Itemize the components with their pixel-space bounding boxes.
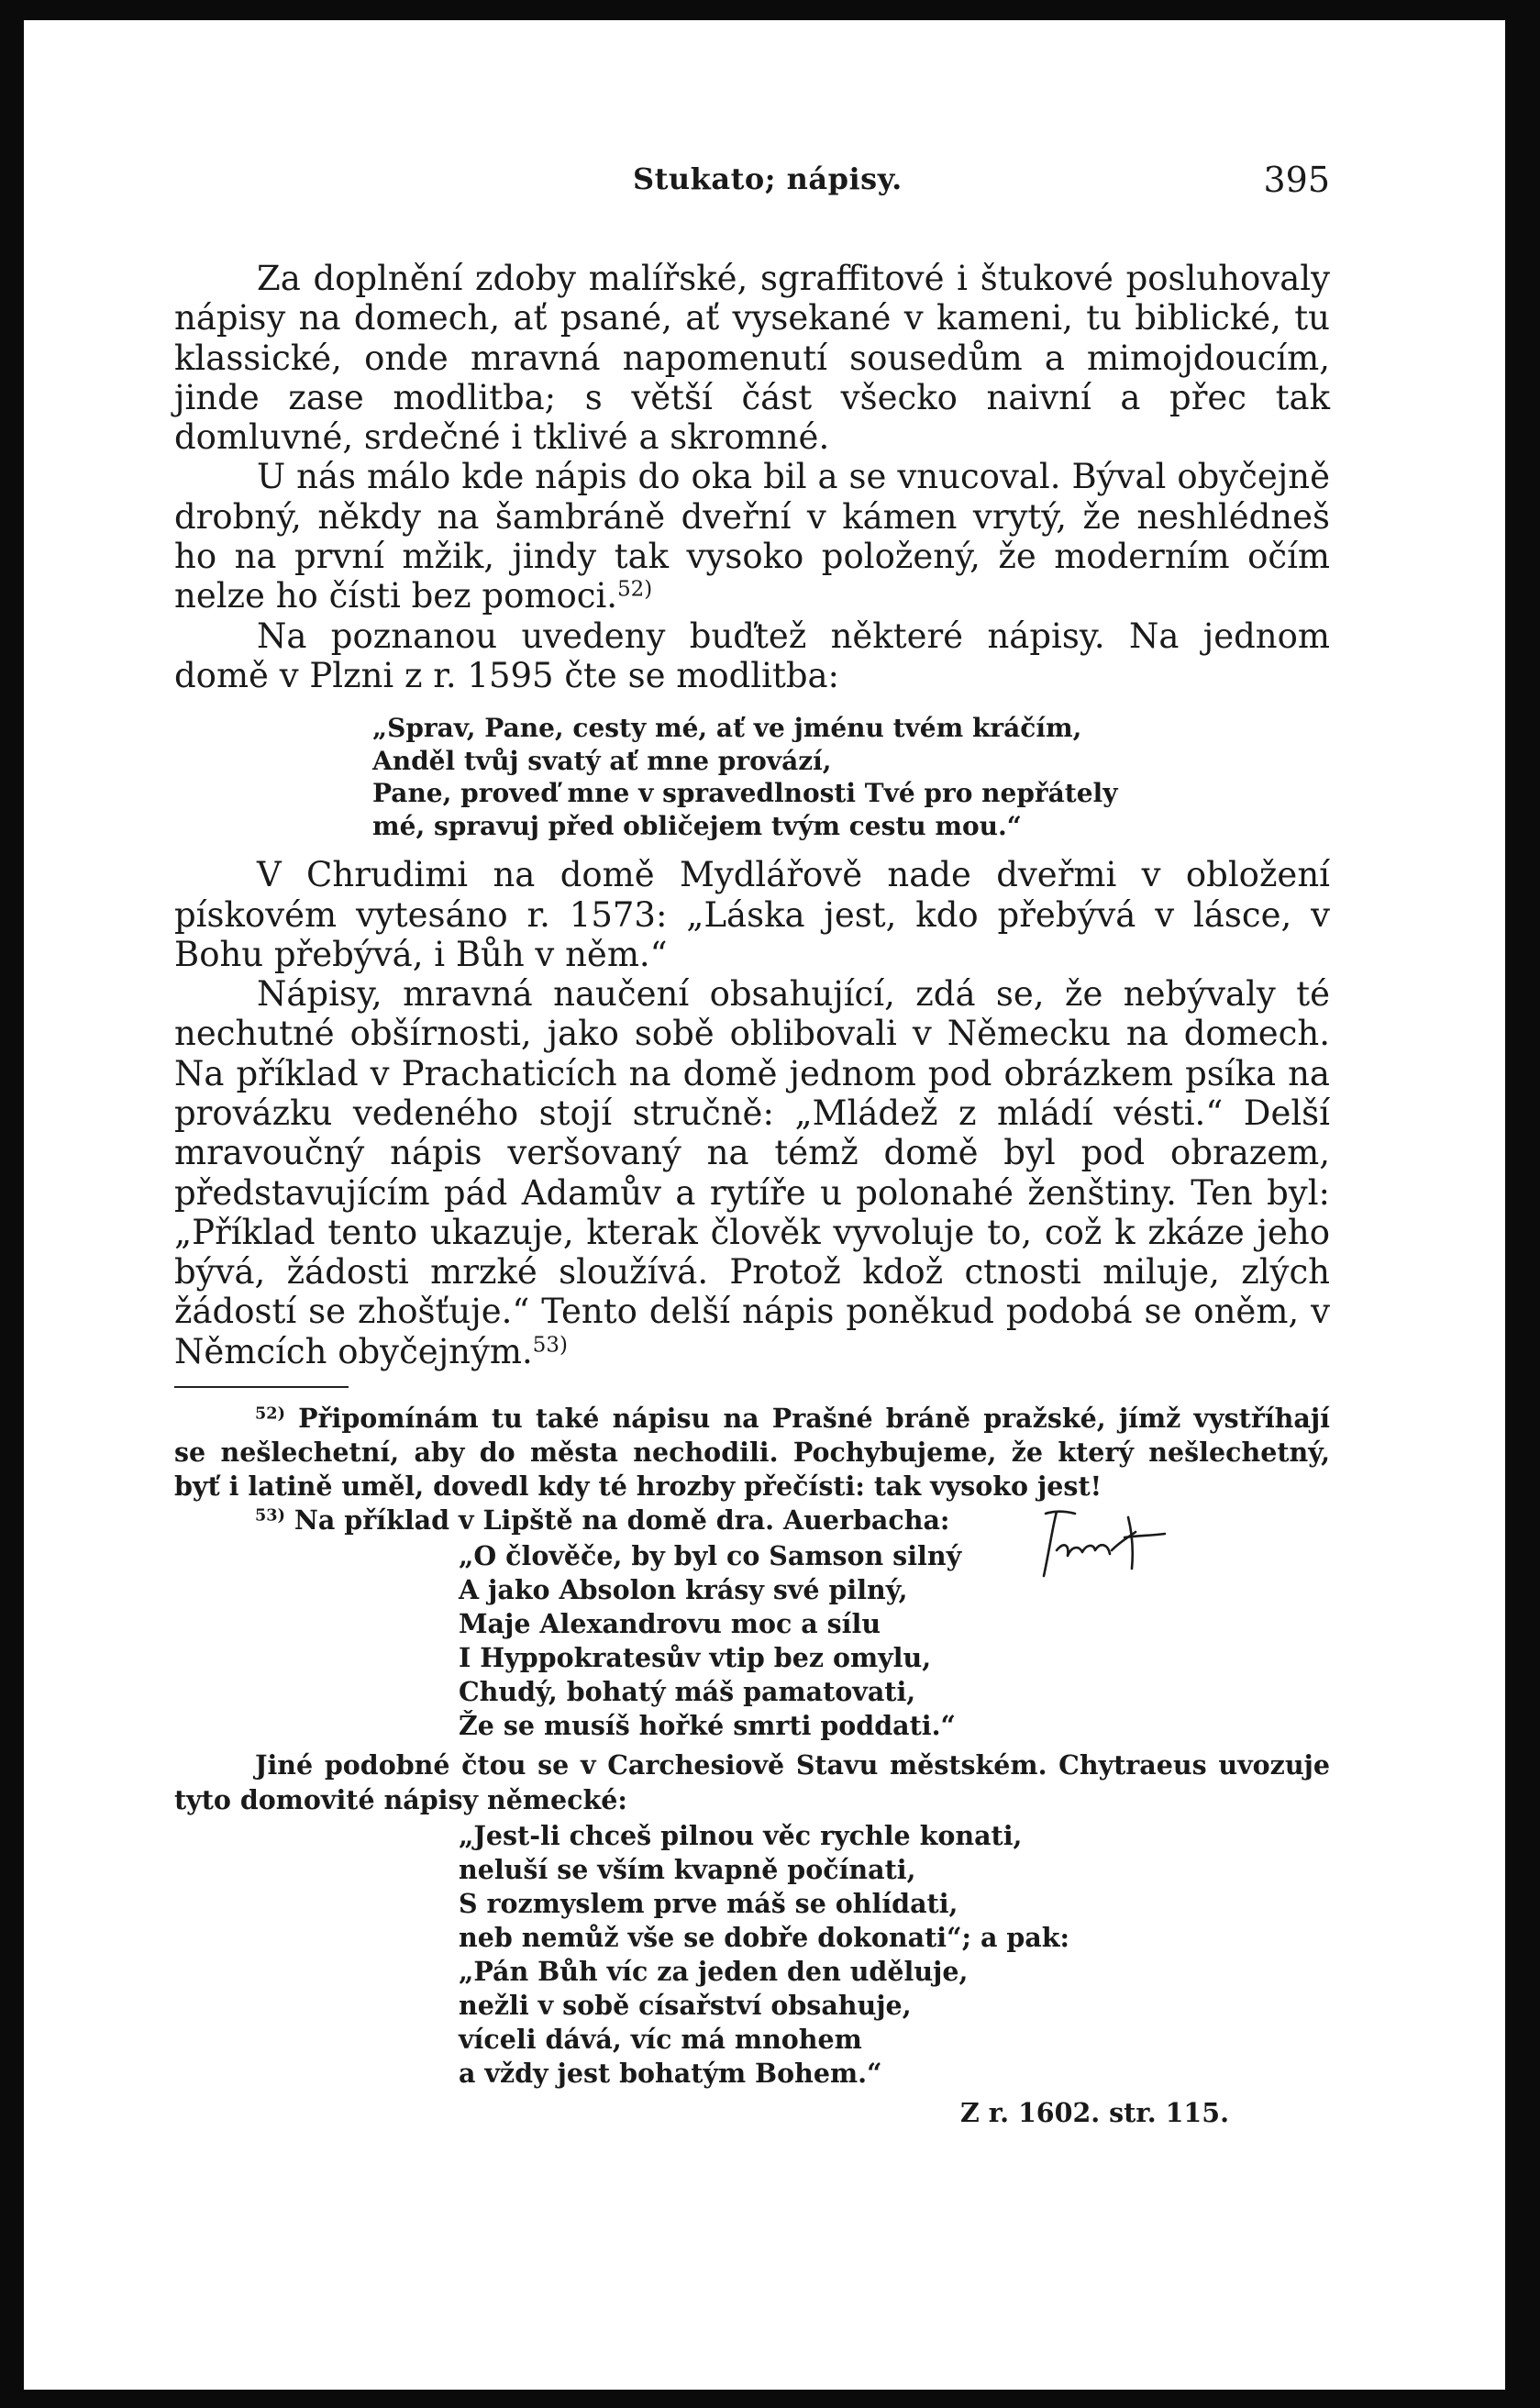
verse-line: a vždy jest bohatým Bohem.“ [459, 2057, 882, 2089]
scan-edge-left [0, 0, 24, 2408]
footnote-text: Na příklad v Lipště na domě dra. Auerbacha: [284, 1504, 950, 1537]
verse-line: I Hyppokratesův vtip bez omylu, [459, 1642, 932, 1674]
plzen-prayer-quote [372, 712, 1330, 842]
paragraph-text: Na poznanou uvedeny buďtež některé nápisy. Na jednom domě v Plzni z r. 1595 čte se modlitba: [174, 616, 1330, 695]
paragraph-text: U nás málo kde nápis do oka bil a se vnucoval. Býval obyčejně drobný, někdy na šambráně dveřní v kámen vrytý, že neshlédneš ho na první mžik, jindy tak vysoko položený, že moderním očím nelze ho čísti bez pomoci. [174, 457, 1330, 616]
footnote-marker: 53) [255, 1505, 285, 1526]
footnote-ref-52[interactable]: 52) [617, 577, 653, 602]
paragraph-4 [174, 855, 1330, 974]
verse-line: „Pán Bůh víc za jeden den uděluje, [459, 1955, 969, 1987]
verse-line: víceli dává, víc má mnohem [459, 2023, 862, 2055]
paragraph-text: V Chrudimi na domě Mydlářově nade dveřmi v obložení pískovém vytesáno r. 1573: „Láska jest, kdo přebývá v lásce, v Bohu přebývá, i Bůh v něm.“ [174, 855, 1330, 974]
verse-line: Maje Alexandrovu moc a sílu [459, 1608, 881, 1640]
auerbach-verse [459, 1539, 1330, 1743]
paragraph-2 [174, 457, 1330, 616]
scan-edge-bottom [0, 2390, 1540, 2408]
footnote-ref-53[interactable]: 53) [532, 1333, 568, 1358]
quote-line: „Sprav, Pane, cesty mé, ať ve jménu tvém kráčím, [372, 713, 1082, 744]
verse-line: neb nemůž vše se dobře dokonati“; a pak: [459, 1921, 1069, 1953]
running-header [174, 161, 1330, 207]
scan-edge-right [1505, 0, 1540, 2408]
verse-line: Že se musíš hořké smrti poddati.“ [459, 1710, 956, 1742]
verse-line: „Jest-li chceš pilnou věc rychle konati, [459, 1819, 1023, 1851]
page-number: 395 [1263, 160, 1330, 200]
footnote-text: Připomínám tu také nápisu na Prašné bráně pražské, jímž vystříhají se nešlechetní, aby do města nechodili. Pochybujeme, že který nešlechetný, byť i latině uměl, dovedl kdy té hrozby přečísti: tak vysoko jest! [174, 1403, 1330, 1503]
chytraeus-verse [459, 1819, 1330, 2091]
quote-line: Pane, proveď mne v spravedlnosti Tvé pro nepřátely [372, 778, 1118, 809]
handwritten-mark-icon [1036, 1504, 1192, 1587]
paragraph-5 [174, 974, 1330, 1371]
verse-line: Chudý, bohatý máš pamatovati, [459, 1676, 916, 1708]
footnote-divider [174, 1386, 349, 1388]
header-title: Stukato; nápisy. [633, 161, 903, 196]
verse-line: S rozmyslem prve máš se ohlídati, [459, 1887, 958, 1919]
verse-line: nežli v sobě císařství obsahuje, [459, 1989, 912, 2021]
paragraph-text: Nápisy, mravná naučení obsahující, zdá se, že nebývaly té nechutné obšírnosti, jako sobě oblibovali v Německu na domech. Na příklad v Prachaticích na domě jednom pod obrázkem psíka na provázku vedeného stojí stručně: „Mládež z mládí vésti.“ Delší mravoučný nápis veršovaný na témž domě byl pod obrazem, představujícím pád Adamův a rytíře u polonahé ženštiny. Ten byl: „Příklad tento ukazuje, kterak člověk vyvoluje to, což k zkáze jeho bývá, žádosti mrzké sloužívá. Protož kdož ctnosti miluje, zlých žádostí se zhošťuje.“ Tento delší nápis poněkud podobá se oněm, v Němcích obyčejným. [174, 974, 1330, 1371]
quote-line: Anděl tvůj svatý ať mne provází, [372, 745, 832, 776]
paragraph-3 [174, 616, 1330, 696]
main-text [174, 259, 1330, 1371]
verse-line: „O člověče, by byl co Samson silný [459, 1540, 962, 1572]
source-citation: Z r. 1602. str. 115. [959, 2096, 1229, 2128]
verse-line: A jako Absolon krásy své pilný, [459, 1574, 908, 1606]
scan-edge-top [0, 0, 1540, 20]
verse-line: neluší se vším kvapně počínati, [459, 1853, 916, 1885]
footnote-marker: 52) [255, 1404, 285, 1424]
paragraph-text: Za doplnění zdoby malířské, sgraffitové i štukové posluhovaly nápisy na domech, ať psané, ať vysekané v kameni, tu biblické, tu klassické, onde mravná napomenutí sousedům a mimojdoucím, jinde zase modlitba; s větší část všecko naivní a přec tak domluvné, srdečné i tklivé a skromné. [174, 259, 1330, 458]
paragraph-1 [174, 259, 1330, 457]
footnote-52 [174, 1402, 1330, 1504]
footnote-53-continuation: Jiné podobné čtou se v Carchesiově Stavu městském. Chytraeus uvozuje tyto domovité nápisy německé: [174, 1749, 1330, 1815]
quote-line: mé, spravuj před obličejem tvým cestu mou.“ [372, 810, 1022, 841]
